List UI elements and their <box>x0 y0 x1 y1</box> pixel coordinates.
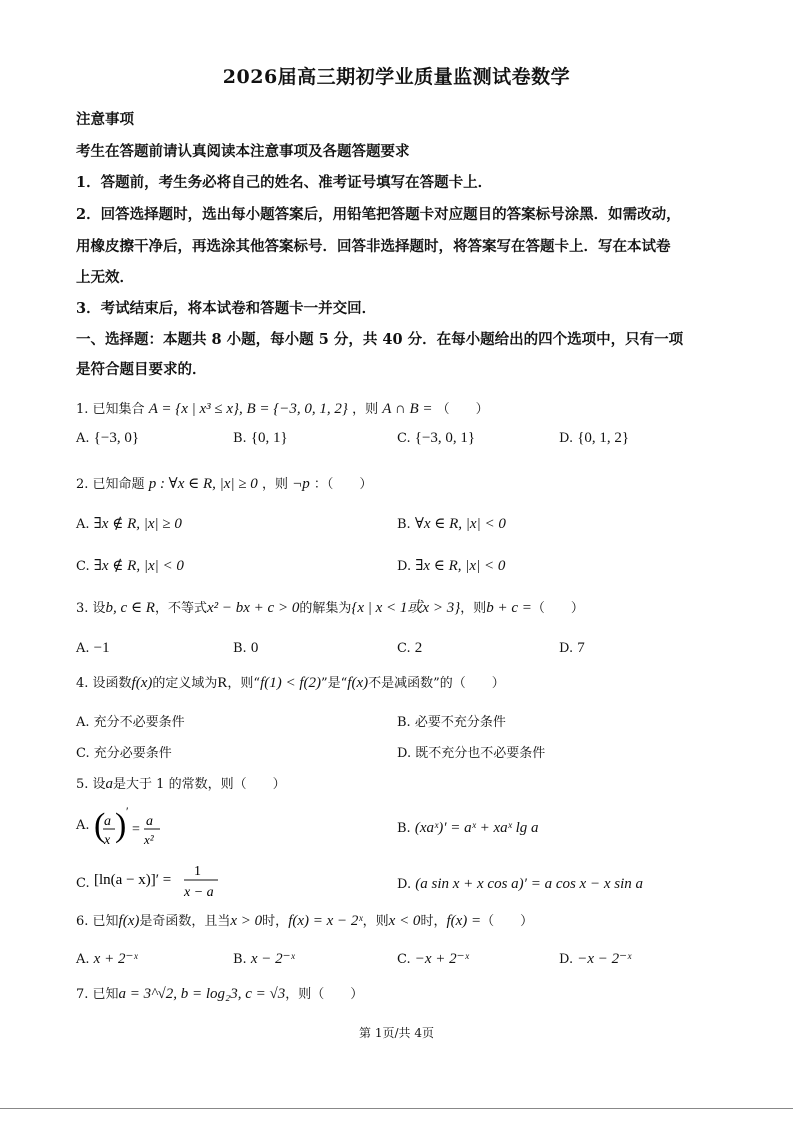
q1-option-d-value: {0, 1, 2} <box>577 430 630 446</box>
question-6-definition: f(x) = x − 2ˣ <box>288 913 363 929</box>
q5c-lhs: [ln(a − x)]′ = <box>94 872 172 888</box>
notice-heading: 注意事项 <box>76 111 134 128</box>
notice-item-2-line-3: 上无效． <box>76 269 134 286</box>
q5a-rhs-num: a <box>146 814 153 829</box>
q1-option-d: D. {0, 1, 2} <box>559 430 630 446</box>
notice-intro: 考生在答题前请认真阅读本注意事项及各题答题要求 <box>76 143 410 160</box>
question-1-expr: A ∩ B = <box>382 401 433 417</box>
question-1-paren: （ ） <box>436 402 489 417</box>
question-3: 3. 设b, c ∈ R，不等式x² − bx + c > 0的解集为{x | x < 1或x > 3}，则b + c =（ ） <box>76 600 584 616</box>
question-4-condition: f(1) < f(2) <box>260 675 321 691</box>
q5c-num: 1 <box>194 864 201 879</box>
q4-option-c: C. 充分必要条件 <box>76 746 172 761</box>
q2-option-d-value: ∃x ∈ R, |x| < 0 <box>415 558 506 574</box>
q5-option-a-label: A. <box>76 818 90 833</box>
q5-option-a-formula <box>92 803 172 853</box>
q2-option-b: B. ∀x ∈ R, |x| < 0 <box>397 516 506 532</box>
q5c-den: x − a <box>184 885 214 900</box>
question-1-prefix: 1. 已知集合 <box>76 402 145 417</box>
notice-item-2-line-2: 用橡皮擦干净后，再选涂其他答案标号．回答非选择题时，将答案写在答题卡上．写在本试卷 <box>76 238 671 255</box>
q1-option-c: C. {−3, 0, 1} <box>397 430 476 446</box>
q6-option-b: B. x − 2⁻ˣ <box>233 951 295 967</box>
q5a-num: a <box>104 814 111 829</box>
q5a-rhs-den: x² <box>144 832 154 847</box>
question-3-inequality: x² − bx + c > 0 <box>207 600 300 616</box>
q5a-left-paren: ( <box>94 807 106 844</box>
question-4: 4. 设函数f(x)的定义域为R，则“f(1) < f(2)”是“f(x)不是减函数”的（ ） <box>76 675 505 691</box>
question-1 <box>76 398 489 418</box>
notice-item-2-line-1: 2．回答选择题时，选出每小题答案后，用铅笔把答题卡对应题目的答案标号涂黑．如需改动， <box>76 206 681 223</box>
q5-option-b-value: (xaˣ)′ = aˣ + xaˣ lg a <box>414 820 539 836</box>
q6-option-d: D. −x − 2⁻ˣ <box>559 951 632 967</box>
q5-option-d-value: (a sin x + x cos a)′ = a cos x − x sin a <box>415 876 644 892</box>
notice-item-1: 1．答题前，考生务必将自己的姓名、准考证号填写在答题卡上． <box>76 174 493 191</box>
q4-option-d: D. 既不充分也不必要条件 <box>397 746 546 761</box>
q3-option-b: B. 0 <box>233 640 259 656</box>
q3-option-d: D. 7 <box>559 640 585 656</box>
q5a-right-paren: ) <box>115 807 127 844</box>
page-bottom-divider <box>0 1108 793 1109</box>
q2-option-a: A. ∃x ∉ R, |x| ≥ 0 <box>76 516 182 532</box>
q1-option-b-value: {0, 1} <box>250 430 288 446</box>
q5-option-c-label: C. <box>76 876 90 891</box>
q3-option-a: A. −1 <box>76 640 110 656</box>
question-1-mid: ，则 <box>352 402 379 417</box>
exam-title: 2026届高三期初学业质量监测试卷数学 <box>222 66 571 88</box>
question-2: 2. 已知命题 p : ∀x ∈ R, |x| ≥ 0 ，则 ¬p ：（ ） <box>76 476 373 492</box>
q5a-den: x <box>104 833 111 848</box>
q2-option-b-value: ∀x ∈ R, |x| < 0 <box>414 516 506 532</box>
q4-option-b: B. 必要不充分条件 <box>397 715 506 730</box>
section-1-line-1: 一、选择题：本题共 8 小题，每小题 5 分，共 40 分．在每小题给出的四个选项中，只有一项 <box>76 331 684 348</box>
q5-option-c-formula <box>92 860 232 902</box>
q3-option-c: C. 2 <box>397 640 423 656</box>
q1-option-a: A. {−3, 0} <box>76 430 140 446</box>
q2-option-c: C. ∃x ∉ R, |x| < 0 <box>76 558 184 574</box>
q4-option-a: A. 充分不必要条件 <box>76 715 185 730</box>
q2-option-a-value: ∃x ∉ R, |x| ≥ 0 <box>93 516 182 532</box>
q5a-prime: ′ <box>126 804 129 818</box>
question-2-negation: ¬p <box>292 476 310 492</box>
q1-option-c-value: {−3, 0, 1} <box>414 430 476 446</box>
question-6: 6. 已知f(x)是奇函数，且当x > 0时，f(x) = x − 2ˣ，则x < 0时，f(x) =（ ） <box>76 913 534 929</box>
q2-option-d: D. ∃x ∈ R, |x| < 0 <box>397 558 506 574</box>
q1-option-b: B. {0, 1} <box>233 430 288 446</box>
question-1-sets: A = {x | x³ ≤ x}, B = {−3, 0, 1, 2} <box>148 401 348 417</box>
q6-option-a: A. x + 2⁻ˣ <box>76 951 138 967</box>
question-7: 7. 已知a = 3^√2, b = log₂3, c = √3，则（ ） <box>76 986 364 1002</box>
section-1-line-2: 是符合题目要求的． <box>76 361 207 378</box>
q2-option-c-value: ∃x ∉ R, |x| < 0 <box>93 558 184 574</box>
q1-option-a-value: {−3, 0} <box>93 430 140 446</box>
question-7-values: a = 3^√2, b = log₂3, c = √3 <box>118 986 286 1002</box>
notice-item-3: 3．考试结束后，将本试卷和答题卡一并交回． <box>76 300 377 317</box>
question-5: 5. 设a是大于 1 的常数，则（ ） <box>76 776 286 792</box>
question-2-proposition: p : ∀x ∈ R, |x| ≥ 0 <box>148 476 258 492</box>
q6-option-c: C. −x + 2⁻ˣ <box>397 951 469 967</box>
q5-option-d: D. (a sin x + x cos a)′ = a cos x − x sin a <box>397 876 644 892</box>
q5-option-b: B. (xaˣ)′ = aˣ + xaˣ lg a <box>397 820 539 836</box>
question-3-solution-set: {x | x < 1或x > 3} <box>351 600 461 616</box>
q5a-equals: = <box>132 822 140 837</box>
page-footer: 第 1页/共 4页 <box>359 1026 434 1040</box>
